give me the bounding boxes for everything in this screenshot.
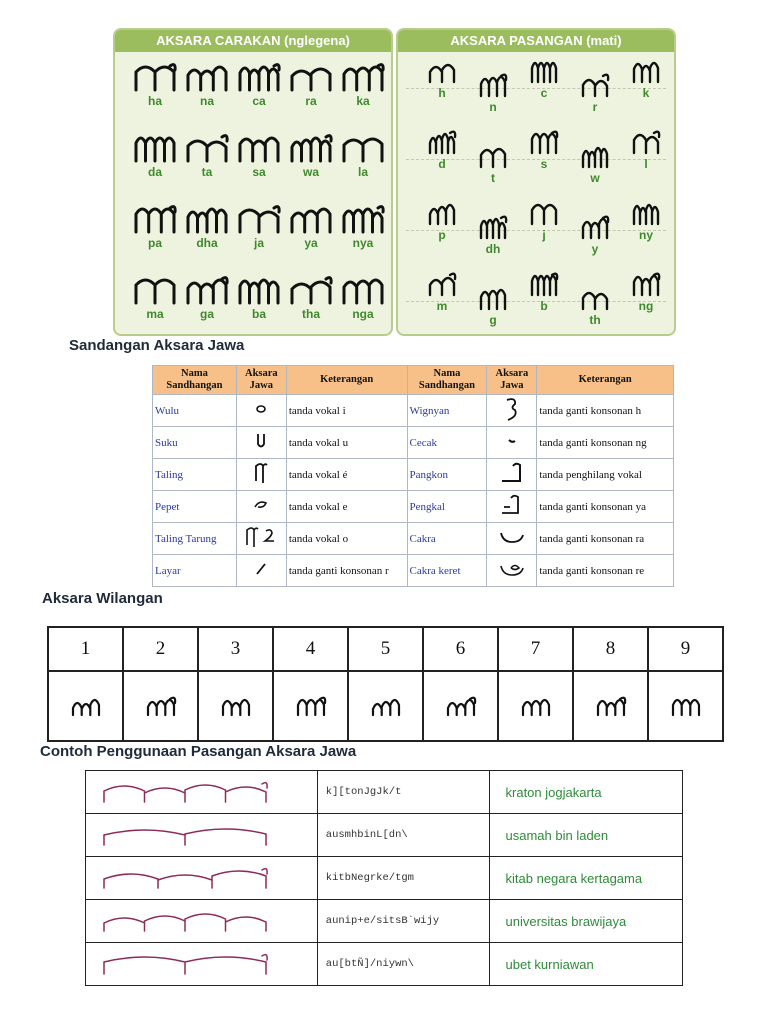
carakan-cell-wa [283,131,339,179]
numeral-glyph-9 [669,693,703,719]
carakan-latin-da: da [147,165,162,179]
carakan-cell-ha [127,60,183,108]
carakan-glyph-nga [340,273,386,307]
table-row [153,523,674,555]
carakan-glyph-ta [184,131,230,165]
pasangan-latin-ng: ng [638,299,654,313]
sandhangan-name: Taling Tarung [153,523,237,555]
contoh-script-cell [86,900,318,943]
numeral-cell-4 [273,671,348,741]
cakra-glyph [487,523,537,555]
numeral-cell-6 [423,671,498,741]
taling-tarung-glyph [236,523,286,555]
digit-5: 5 [348,627,423,671]
sandhangan-desc: tanda vokal i [286,395,407,427]
sandhangan-desc: tanda ganti konsonan ra [537,523,674,555]
carakan-glyph-ba [236,273,282,307]
pasangan-latin-d: d [438,157,446,171]
pasangan-glyph-dh [477,212,509,242]
sandangan-header-row [153,366,674,395]
pasangan-cell-ng [618,269,674,313]
digit-4: 4 [273,627,348,671]
pasangan-latin-c: c [540,86,548,100]
numeral-glyph-6 [444,693,478,719]
pasangan-cell-r [567,70,623,114]
carakan-glyph-ra [288,60,334,94]
contoh-row [86,857,683,900]
carakan-cell-nga [335,273,391,321]
wilangan-heading: Aksara Wilangan [42,590,163,607]
sandhangan-name: Cakra keret [407,555,487,587]
digit-2: 2 [123,627,198,671]
carakan-glyph-nya [340,202,386,236]
header-aksara-1: Aksara Jawa [236,366,286,395]
sandhangan-desc: tanda ganti konsonan r [286,555,407,587]
pasangan-glyph-b [528,269,560,299]
carakan-glyph-ma [132,273,178,307]
contoh-row [86,814,683,857]
sandhangan-desc: tanda ganti konsonan ya [537,491,674,523]
carakan-latin-ga: ga [199,307,214,321]
carakan-glyph-wa [288,131,334,165]
pasangan-glyph-t [477,141,509,171]
pasangan-glyph-r [579,70,611,100]
carakan-cell-ka [335,60,391,108]
cakra-keret-glyph [487,555,537,587]
header-nama-2: Nama Sandhangan [407,366,487,395]
sandangan-table [152,365,674,587]
pasangan-latin-l: l [644,157,648,171]
wignyan-glyph [487,395,537,427]
carakan-cell-ta [179,131,235,179]
pasangan-latin-m: m [436,299,448,313]
pasangan-cell-l [618,127,674,171]
pasangan-latin-s: s [540,157,548,171]
taling-glyph [236,459,286,491]
contoh-latin: ubet kurniawan [489,943,682,986]
pangkon-glyph [487,459,537,491]
numeral-cell-2 [123,671,198,741]
pasangan-cell-m [414,269,470,313]
carakan-glyph-ca [236,60,282,94]
pasangan-latin-r: r [592,100,598,114]
table-row [153,491,674,523]
pasangan-latin-k: k [642,86,650,100]
carakan-glyph-sa [236,131,282,165]
carakan-latin-ka: ka [356,94,370,108]
carakan-latin-na: na [199,94,214,108]
pasangan-latin-g: g [489,313,497,327]
contoh-script-cell [86,814,318,857]
carakan-glyph-pa [132,202,178,236]
pasangan-glyph-l [630,127,662,157]
carakan-cell-ca [231,60,287,108]
header-aksara-2: Aksara Jawa [487,366,537,395]
carakan-latin-nya: nya [352,236,374,250]
sandhangan-desc: tanda ganti konsonan h [537,395,674,427]
pasangan-latin-h: h [438,86,446,100]
pasangan-latin-j: j [542,228,546,242]
contoh-row [86,771,683,814]
carakan-glyph-ya [288,202,334,236]
pasangan-glyph-s [528,127,560,157]
pasangan-cell-n [465,70,521,114]
numeral-glyph-1 [69,693,103,719]
numeral-glyph-5 [369,693,403,719]
wilangan-table [47,626,724,742]
sandhangan-desc: tanda vokal e [286,491,407,523]
pasangan-latin-b: b [540,299,548,313]
carakan-cell-ga [179,273,235,321]
header-keterangan-1: Keterangan [286,366,407,395]
sandhangan-name: Cecak [407,427,487,459]
table-row [153,395,674,427]
carakan-latin-la: la [357,165,368,179]
digit-1: 1 [48,627,123,671]
sandhangan-desc: tanda vokal u [286,427,407,459]
sandhangan-name: Taling [153,459,237,491]
layar-glyph [236,555,286,587]
carakan-cell-dha [179,202,235,250]
carakan-glyph-la [340,131,386,165]
carakan-glyph-ga [184,273,230,307]
numeral-cell-7 [498,671,573,741]
digit-3: 3 [198,627,273,671]
digit-row [48,627,723,671]
carakan-latin-nga: nga [352,307,374,321]
cecak-glyph [487,427,537,459]
numeral-glyph-3 [219,693,253,719]
contoh-script-cell [86,943,318,986]
pasangan-glyph-g [477,283,509,313]
pasangan-cell-p [414,198,470,242]
suku-glyph [236,427,286,459]
sandhangan-desc: tanda penghilang vokal [537,459,674,491]
pasangan-cell-g [465,283,521,327]
contoh-script-glyph [100,778,270,806]
numeral-glyph-8 [594,693,628,719]
contoh-transliteration: kitbNegrke/tgm [317,857,489,900]
contoh-latin: kraton jogjakarta [489,771,682,814]
contoh-script-glyph [100,950,270,978]
pasangan-cell-w [567,141,623,185]
carakan-glyph-dha [184,202,230,236]
contoh-transliteration: ausmhbinL[dn\ [317,814,489,857]
digit-6: 6 [423,627,498,671]
carakan-cell-ma [127,273,183,321]
carakan-cell-sa [231,131,287,179]
numeral-cell-3 [198,671,273,741]
pasangan-latin-w: w [590,171,600,185]
pasangan-cell-th [567,283,623,327]
carakan-glyph-da [132,131,178,165]
carakan-cell-ja [231,202,287,250]
wulu-glyph [236,395,286,427]
numeral-cell-1 [48,671,123,741]
carakan-latin-ta: ta [201,165,213,179]
sandangan-heading: Sandangan Aksara Jawa [69,337,245,354]
numeral-glyph-2 [144,693,178,719]
carakan-latin-sa: sa [252,165,266,179]
carakan-latin-wa: wa [302,165,319,179]
pasangan-latin-n: n [489,100,497,114]
contoh-script-glyph [100,907,270,935]
carakan-glyph-ja [236,202,282,236]
digit-8: 8 [573,627,648,671]
numeral-cell-8 [573,671,648,741]
contoh-latin: universitas brawijaya [489,900,682,943]
numeral-cell-5 [348,671,423,741]
contoh-table [85,770,683,986]
carakan-latin-ra: ra [305,94,317,108]
numeral-glyph-row [48,671,723,741]
carakan-latin-ha: ha [147,94,162,108]
pasangan-glyph-ng [630,269,662,299]
carakan-latin-ya: ya [304,236,318,250]
pasangan-title: AKSARA PASANGAN (mati) [398,30,674,52]
contoh-latin: usamah bin laden [489,814,682,857]
pasangan-cell-y [567,212,623,256]
carakan-cell-ya [283,202,339,250]
sandhangan-name: Cakra [407,523,487,555]
sandhangan-desc: tanda ganti konsonan re [537,555,674,587]
pasangan-cell-s [516,127,572,171]
pasangan-glyph-j [528,198,560,228]
pasangan-glyph-p [426,198,458,228]
pasangan-glyph-c [528,56,560,86]
sandhangan-desc: tanda vokal é [286,459,407,491]
contoh-transliteration: au[btÑ]/niywn\ [317,943,489,986]
contoh-transliteration: aunip+e/sitsB`wijy [317,900,489,943]
table-row [153,555,674,587]
carakan-latin-dha: dha [196,236,218,250]
carakan-cell-da [127,131,183,179]
contoh-latin: kitab negara kertagama [489,857,682,900]
pasangan-latin-y: y [591,242,599,256]
carakan-glyph-tha [288,273,334,307]
pasangan-cell-dh [465,212,521,256]
pasangan-glyph-th [579,283,611,313]
carakan-latin-pa: pa [147,236,162,250]
carakan-glyph-ka [340,60,386,94]
pasangan-cell-ny [618,198,674,242]
pasangan-glyph-d [426,127,458,157]
numeral-glyph-4 [294,693,328,719]
pasangan-cell-j [516,198,572,242]
pasangan-latin-dh: dh [485,242,501,256]
sandhangan-name: Pepet [153,491,237,523]
header-nama-1: Nama Sandhangan [153,366,237,395]
carakan-cell-ba [231,273,287,321]
pasangan-glyph-y [579,212,611,242]
pasangan-glyph-m [426,269,458,299]
carakan-panel [113,28,393,336]
sandhangan-desc: tanda ganti konsonan ng [537,427,674,459]
carakan-latin-ma: ma [146,307,164,321]
contoh-script-glyph [100,864,270,892]
sandhangan-name: Suku [153,427,237,459]
contoh-script-glyph [100,821,270,849]
digit-9: 9 [648,627,723,671]
sandhangan-name: Wignyan [407,395,487,427]
carakan-glyph-na [184,60,230,94]
table-row [153,427,674,459]
numeral-cell-9 [648,671,723,741]
numeral-glyph-7 [519,693,553,719]
sandhangan-name: Layar [153,555,237,587]
pasangan-glyph-w [579,141,611,171]
pasangan-cell-k [618,56,674,100]
contoh-script-cell [86,857,318,900]
pasangan-latin-ny: ny [638,228,653,242]
sandhangan-name: Pangkon [407,459,487,491]
header-keterangan-2: Keterangan [537,366,674,395]
contoh-script-cell [86,771,318,814]
sandhangan-name: Pengkal [407,491,487,523]
contoh-heading: Contoh Penggunaan Pasangan Aksara Jawa [40,743,357,760]
pasangan-cell-b [516,269,572,313]
sandhangan-desc: tanda vokal o [286,523,407,555]
carakan-cell-la [335,131,391,179]
contoh-row [86,900,683,943]
carakan-latin-ba: ba [251,307,266,321]
pasangan-glyph-ny [630,198,662,228]
carakan-latin-tha: tha [302,307,320,321]
carakan-glyph-ha [132,60,178,94]
pasangan-cell-c [516,56,572,100]
carakan-cell-tha [283,273,339,321]
pasangan-panel [396,28,676,336]
pasangan-latin-th: th [589,313,601,327]
carakan-title: AKSARA CARAKAN (nglegena) [115,30,391,52]
carakan-latin-ca: ca [252,94,266,108]
pepet-glyph [236,491,286,523]
pengkal-glyph [487,491,537,523]
pasangan-cell-d [414,127,470,171]
contoh-row [86,943,683,986]
pasangan-cell-h [414,56,470,100]
digit-7: 7 [498,627,573,671]
pasangan-latin-t: t [491,171,495,185]
pasangan-glyph-k [630,56,662,86]
pasangan-glyph-n [477,70,509,100]
carakan-cell-na [179,60,235,108]
carakan-cell-nya [335,202,391,250]
pasangan-glyph-h [426,56,458,86]
carakan-latin-ja: ja [253,236,264,250]
pasangan-cell-t [465,141,521,185]
pasangan-latin-p: p [438,228,446,242]
table-row [153,459,674,491]
carakan-cell-pa [127,202,183,250]
sandhangan-name: Wulu [153,395,237,427]
carakan-cell-ra [283,60,339,108]
contoh-transliteration: k][tonJgJk/t [317,771,489,814]
